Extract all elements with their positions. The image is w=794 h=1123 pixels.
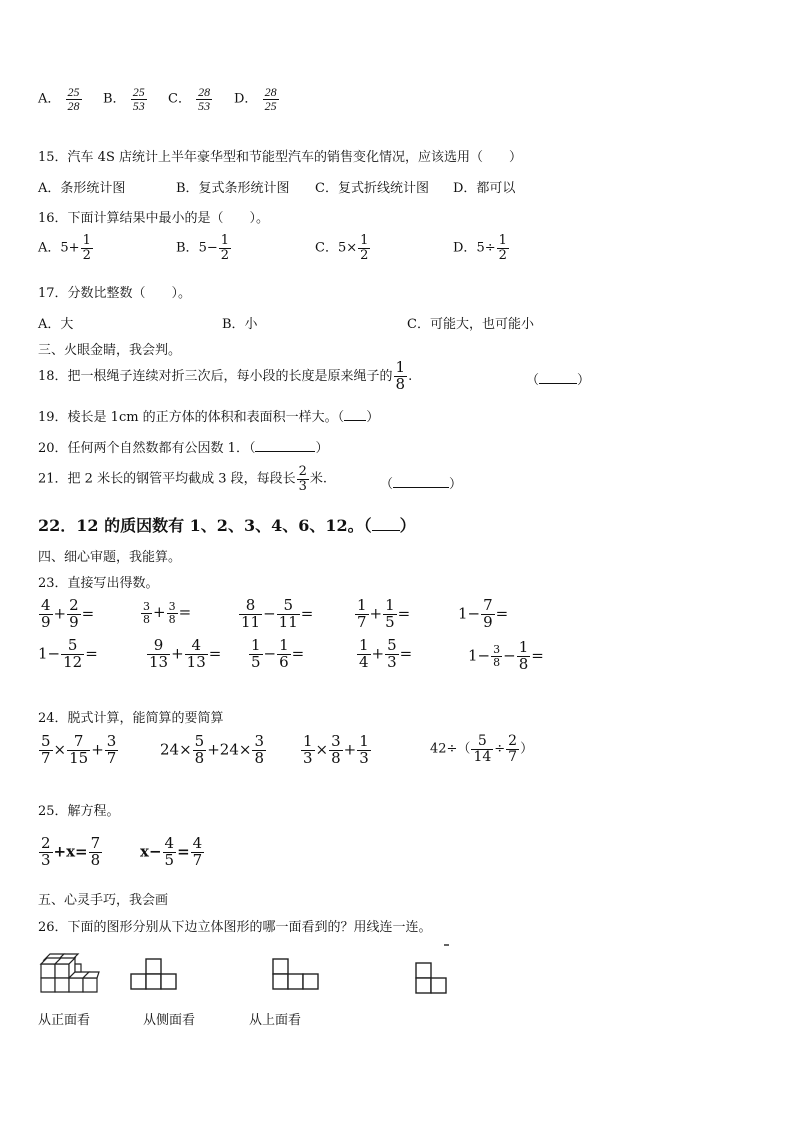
q25-equation-2[interactable]: x− $\frac{4}{5}$ = $\frac{4}{7}$ — [140, 834, 203, 869]
view-side-shape[interactable] — [272, 957, 320, 991]
q24-expression-1[interactable]: $\frac{5}{7}$ × $\frac{7}{15}$ + $\frac{3}{7}$ — [41, 732, 117, 767]
q21-statement: 21．把 2 米长的钢管平均截成 3 段，每段长 $\frac{2}{3}$ 米. — [38, 464, 328, 494]
q20-statement: 20．任何两个自然数都有公因数 1．（ ） — [38, 441, 329, 456]
q23-expression[interactable]: 1− $\frac{3}{8}$ − $\frac{1}{8}$ = — [468, 638, 544, 673]
q23-expression[interactable]: $\frac{1}{7}$ + $\frac{1}{5}$ = — [357, 596, 411, 631]
section-5-heading: 五、心灵手巧，我会画 — [38, 893, 169, 908]
fraction: $\frac{1}{2}$ — [220, 233, 230, 263]
q19-answer-blank[interactable] — [344, 420, 366, 421]
q15-option-b[interactable]: B．复式条形统计图 — [176, 181, 290, 196]
q14-option-d[interactable]: D． $\frac{28}{25}$ — [234, 85, 277, 113]
q16-option-c[interactable]: C．5× $\frac{1}{2}$ — [315, 233, 369, 263]
q23-expression[interactable]: $\frac{1}{5}$ − $\frac{1}{6}$ = — [251, 636, 305, 671]
view-front-shape[interactable] — [130, 957, 178, 991]
q14-option-b[interactable]: B． $\frac{25}{53}$ — [103, 85, 145, 113]
q16-option-d[interactable]: D．5÷ $\frac{1}{2}$ — [453, 233, 507, 263]
q16-option-b[interactable]: B．5− $\frac{1}{2}$ — [176, 233, 230, 263]
q17-stem: 17．分数比整数（ ）。 — [38, 286, 192, 301]
fraction: $\frac{1}{8}$ — [395, 358, 406, 393]
q18-answer-blank[interactable]: （ ） — [526, 373, 591, 388]
q17-option-c[interactable]: C．可能大，也可能小 — [407, 317, 534, 332]
q24-expression-3[interactable]: $\frac{1}{3}$ × $\frac{3}{8}$ + $\frac{1}{3}$ — [303, 732, 369, 767]
q23-expression[interactable]: $\frac{1}{4}$ + $\frac{5}{3}$ = — [359, 636, 413, 671]
q22-statement: 22．12 的质因数有 1、2、3、4、6、12。（ ） — [38, 516, 416, 535]
q23-expression[interactable]: $\frac{8}{11}$ − $\frac{5}{11}$ = — [241, 596, 314, 631]
fraction: $\frac{25}{53}$ — [132, 85, 145, 113]
fraction: $\frac{28}{53}$ — [198, 85, 211, 113]
q17-option-b[interactable]: B．小 — [222, 317, 258, 332]
fraction: $\frac{1}{2}$ — [82, 233, 91, 263]
q23-expression[interactable]: $\frac{3}{8}$ + $\frac{3}{8}$ = — [143, 600, 192, 626]
q25-equation-1[interactable]: $\frac{2}{3}$ +x= $\frac{7}{8}$ — [41, 834, 101, 869]
section-4-heading: 四、细心审题，我能算。 — [38, 550, 182, 565]
q24-expression-4[interactable]: 42÷（ $\frac{5}{14}$ ÷ $\frac{2}{7}$ ） — [430, 733, 534, 765]
q26-stem: 26．下面的图形分别从下边立体图形的哪一面看到的？用线连一连。 — [38, 920, 432, 935]
q22-answer-blank[interactable] — [372, 530, 400, 531]
q15-option-d[interactable]: D．都可以 — [453, 181, 516, 196]
q17-option-a[interactable]: A．大 — [38, 317, 74, 332]
fraction: $\frac{1}{2}$ — [498, 233, 507, 263]
q23-stem: 23．直接写出得数。 — [38, 576, 159, 591]
q15-option-c[interactable]: C．复式折线统计图 — [315, 181, 429, 196]
q14-option-a[interactable]: A． $\frac{25}{28}$ — [38, 85, 80, 113]
q18-statement: 18．把一根绳子连续对折三次后，每小段的长度是原来绳子的 $\frac{1}{8}$ . — [38, 358, 413, 393]
q23-expression[interactable]: $\frac{4}{9}$ + $\frac{2}{9}$ = — [41, 596, 95, 631]
label-front-view: 从正面看 — [38, 1013, 91, 1028]
q15-stem: 15．汽车 4S 店统计上半年豪华型和节能型汽车的销售变化情况，应该选用（ ） — [38, 150, 522, 165]
q23-expression[interactable]: 1− $\frac{5}{12}$ = — [38, 636, 98, 671]
fraction: $\frac{1}{2}$ — [360, 233, 369, 263]
q25-stem: 25．解方程。 — [38, 804, 120, 819]
q21-answer-blank[interactable]: （ ） — [380, 477, 463, 492]
q24-expression-2[interactable]: 24× $\frac{5}{8}$ +24× $\frac{3}{8}$ — [160, 732, 264, 767]
fraction: $\frac{28}{25}$ — [264, 85, 277, 113]
fraction: $\frac{25}{28}$ — [67, 85, 80, 113]
view-top-shape[interactable] — [414, 944, 450, 996]
q19-statement: 19．棱长是 1cm 的正方体的体积和表面积一样大。（ ） — [38, 410, 380, 425]
q14-option-c[interactable]: C． $\frac{28}{53}$ — [168, 85, 211, 113]
section-3-heading: 三、火眼金睛，我会判。 — [38, 343, 182, 358]
q16-option-a[interactable]: A．5+ $\frac{1}{2}$ — [38, 233, 91, 263]
q20-answer-blank[interactable] — [255, 451, 315, 452]
q16-stem: 16．下面计算结果中最小的是（ ）。 — [38, 211, 270, 226]
q23-expression[interactable]: 1− $\frac{7}{9}$ = — [458, 596, 509, 631]
cube-solid-figure[interactable] — [38, 950, 100, 994]
q23-expression[interactable]: $\frac{9}{13}$ + $\frac{4}{13}$ = — [149, 636, 222, 671]
q15-option-a[interactable]: A．条形统计图 — [38, 181, 126, 196]
label-side-view: 从侧面看 — [143, 1013, 196, 1028]
q24-stem: 24．脱式计算，能简算的要简算 — [38, 711, 224, 726]
fraction: $\frac{2}{3}$ — [298, 464, 307, 494]
label-top-view: 从上面看 — [249, 1013, 302, 1028]
